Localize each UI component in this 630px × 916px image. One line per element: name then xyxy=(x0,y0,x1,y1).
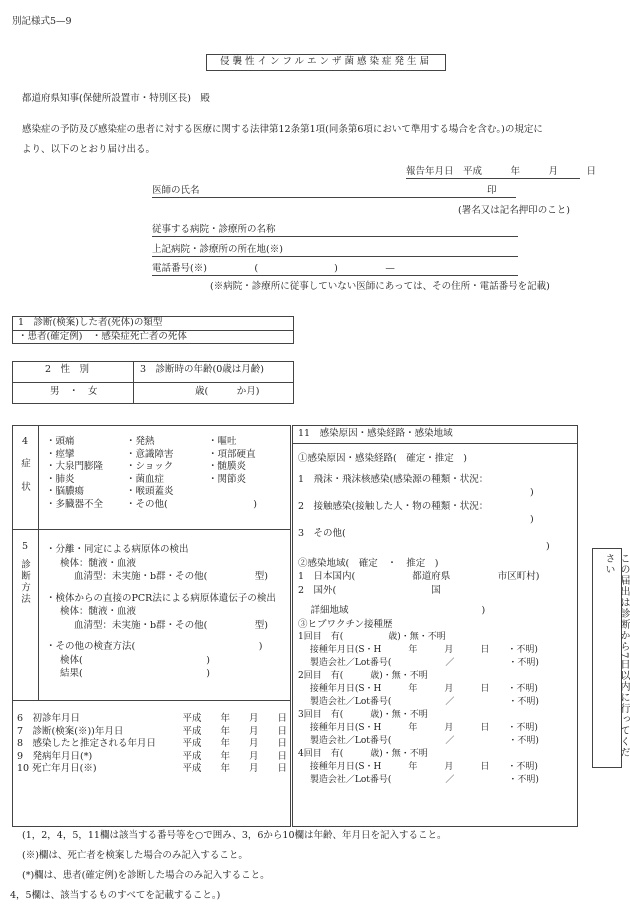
infection-line[interactable]: ②感染地域( 確定 ・ 推定 ) xyxy=(298,557,439,569)
date-row xyxy=(17,713,287,726)
side-notice-box xyxy=(592,548,629,768)
date-label: 6 初診年月日 xyxy=(17,713,81,724)
date-value[interactable]: 平成 年 月 日 xyxy=(182,738,287,749)
sign-note: (署名又は記名押印のこと) xyxy=(458,205,570,216)
doctor-name-field[interactable] xyxy=(152,185,516,198)
diagnosis-line[interactable]: 血清型：未実施・b群・その他( 型) xyxy=(74,619,268,631)
symptom-option[interactable]: ・喉頭蓋炎 xyxy=(126,486,174,497)
infection-line[interactable]: ) xyxy=(530,487,534,498)
date-row xyxy=(17,763,287,776)
symptom-option[interactable]: ・意識障害 xyxy=(126,448,174,460)
date-value[interactable]: 平成 年 月 日 xyxy=(182,725,287,737)
symptom-list xyxy=(46,436,286,511)
intro-line-1: 感染症の予防及び感染症の患者に対する医療に関する法律第12条第1項(同条第6項において準用する場合を含む。)の規定に xyxy=(22,124,543,135)
symptom-option[interactable]: ・項部硬直 xyxy=(208,448,256,460)
footnote-3: (*)欄は、患者(確定例)を診断した場合のみ記入すること。 xyxy=(22,870,270,881)
phone-field[interactable]: 電話番号(※) ( ) — xyxy=(152,263,518,276)
vaccine-line[interactable]: 製造会社／Lot番号( ／ ・不明) xyxy=(298,658,539,668)
symptom-option[interactable]: ・頭痛 xyxy=(46,436,75,447)
addressee: 都道府県知事(保健所設置市・特別区長) 殿 xyxy=(22,93,210,104)
date-row xyxy=(17,738,287,751)
infection-line[interactable]: 2 国外( 国 xyxy=(298,584,441,596)
date-row xyxy=(17,726,287,739)
form-id: 別記様式5—9 xyxy=(12,16,72,27)
diagnosis-line[interactable]: ・検体からの直接のPCR法による病原体遺伝子の検出 xyxy=(46,592,276,604)
vaccine-line[interactable]: 製造会社／Lot番号( ／ ・不明) xyxy=(298,775,539,785)
diagnosis-methods xyxy=(46,543,276,681)
date-label: 10 死亡年月日(※) xyxy=(17,763,97,774)
intro-line-2: より、以下のとおり届け出る。 xyxy=(22,144,156,155)
date-label: 7 診断(検案(※))年月日 xyxy=(17,725,124,737)
vaccine-line[interactable]: 4回目 有( 歳)・無・不明 xyxy=(298,749,428,759)
diagnosis-label: 診断方法 xyxy=(19,559,30,605)
vaccine-line[interactable]: 接種年月日(S・H 年 月 日 ・不明) xyxy=(298,723,538,733)
vaccine-line[interactable]: 接種年月日(S・H 年 月 日 ・不明) xyxy=(298,762,538,772)
infection-details xyxy=(298,452,570,787)
form-title: 侵襲性インフルエンザ菌感染症発生届 xyxy=(206,54,446,71)
diagnosis-line[interactable]: 血清型：未実施・b群・その他( 型) xyxy=(74,571,268,582)
vaccine-line[interactable]: 接種年月日(S・H 年 月 日 ・不明) xyxy=(298,645,538,655)
infection-line[interactable]: 2 接触感染(接触した人・物の種類・状況： xyxy=(298,500,489,512)
sex-value[interactable]: 男 ・ 女 xyxy=(50,386,98,397)
doctor-name-label: 医師の氏名 xyxy=(152,185,200,196)
vaccine-line[interactable]: 接種年月日(S・H 年 月 日 ・不明) xyxy=(298,684,538,694)
symptom-option[interactable]: ・痙攣 xyxy=(46,448,75,460)
infection-line[interactable]: 1 日本国内( 都道府県 市区町村) xyxy=(298,571,540,582)
infection-line: 詳細地域 ) xyxy=(298,605,486,616)
infection-header: 11 感染原因・感染経路・感染地域 xyxy=(298,428,453,439)
vaccine-line[interactable]: 2回目 有( 歳)・無・不明 xyxy=(298,671,428,681)
footnote-4: 4，5欄は、該当するものすべてを記載すること。) xyxy=(10,890,221,901)
symptom-option[interactable]: ・ショック xyxy=(126,461,174,472)
date-label: 9 発病年月日(*) xyxy=(17,750,93,762)
symptoms-num: 4 xyxy=(22,436,29,447)
infection-line[interactable]: ③ヒブワクチン接種歴 xyxy=(298,618,393,630)
footnote-2: (※)欄は、死亡者を検案した場合のみ記入すること。 xyxy=(22,850,248,861)
seal-mark: 印 xyxy=(487,185,497,196)
hospital-address-field[interactable]: 上記病院・診療所の所在地(※) xyxy=(152,244,518,257)
sex-header: 2 性 別 xyxy=(45,364,90,375)
vaccine-line[interactable]: 製造会社／Lot番号( ／ ・不明) xyxy=(298,697,539,707)
infection-line[interactable]: ) xyxy=(546,541,550,552)
symptom-option[interactable]: ・脳膿瘍 xyxy=(46,486,85,497)
report-date-field[interactable]: 報告年月日 平成 年 月 日 xyxy=(406,166,597,177)
date-value[interactable]: 平成 年 月 日 xyxy=(182,713,287,724)
infection-line: ①感染原因・感染経路( 確定・推定 ) xyxy=(298,453,467,464)
symptom-option[interactable]: ・多臓器不全 xyxy=(46,498,104,510)
side-notice: この届出は診断から7日以内に行ってください xyxy=(603,553,629,759)
diagnosis-line: ・分離・同定による病原体の検出 xyxy=(46,544,189,555)
symptoms-label: 症状 xyxy=(19,458,30,505)
date-list xyxy=(17,713,287,776)
symptom-option[interactable]: ・関節炎 xyxy=(208,473,247,485)
symptom-option[interactable] xyxy=(208,499,286,512)
diagnosis-line[interactable]: 検体：髄液・血液 xyxy=(60,606,137,617)
hospital-note: (※病院・診療所に従事していない医師にあっては、その住所・電話番号を記載) xyxy=(210,281,550,292)
infection-line[interactable]: 3 その他( xyxy=(298,527,346,539)
symptom-option[interactable]: ・大泉門膨隆 xyxy=(46,461,104,472)
section-1-header: 1 診断(検案)した者(死体)の類型 xyxy=(18,317,163,328)
symptom-option[interactable]: ・肺炎 xyxy=(46,473,75,485)
symptom-option[interactable]: ・嘔吐 xyxy=(208,436,237,447)
diagnosis-line[interactable]: 検体( ) xyxy=(60,654,210,666)
vaccine-line[interactable]: 製造会社／Lot番号( ／ ・不明) xyxy=(298,736,539,746)
vaccine-line[interactable]: 1回目 有( 歳)・無・不明 xyxy=(298,632,446,642)
age-value[interactable]: 歳( か月) xyxy=(195,386,260,397)
date-value[interactable]: 平成 年 月 日 xyxy=(182,763,287,774)
symptom-option[interactable]: ・菌血症 xyxy=(126,473,165,485)
diagnosis-num: 5 xyxy=(22,541,29,552)
diagnosis-line[interactable]: 検体：髄液・血液 xyxy=(60,557,137,569)
diagnosis-line[interactable]: 結果( ) xyxy=(60,668,210,679)
symptom-option[interactable] xyxy=(208,486,286,499)
diagnosis-line[interactable]: ・その他の検査方法( ) xyxy=(46,641,263,652)
section-1-value[interactable]: ・患者(確定例) ・感染症死亡者の死体 xyxy=(18,331,187,342)
vaccine-line[interactable]: 3回目 有( 歳)・無・不明 xyxy=(298,710,428,720)
date-value[interactable]: 平成 年 月 日 xyxy=(182,750,287,762)
hospital-name-field[interactable]: 従事する病院・診療所の名称 xyxy=(152,224,518,237)
infection-line[interactable]: 1 飛沫・飛沫核感染(感染源の種類・状況： xyxy=(298,473,489,485)
infection-line[interactable]: ) xyxy=(530,514,534,525)
age-header: 3 診断時の年齢(0歳は月齢) xyxy=(140,364,265,375)
date-row xyxy=(17,751,287,764)
footnote-1: (1，2，4，5，11欄は該当する番号等を○で囲み、3，6から10欄は年齢、年月日を記入すること。 xyxy=(22,830,447,841)
date-label: 8 感染したと推定される年月日 xyxy=(17,738,157,749)
symptom-option[interactable]: ・その他( ) xyxy=(126,498,257,510)
symptom-option[interactable]: ・髄膜炎 xyxy=(208,461,247,472)
symptom-option[interactable]: ・発熱 xyxy=(126,436,155,447)
